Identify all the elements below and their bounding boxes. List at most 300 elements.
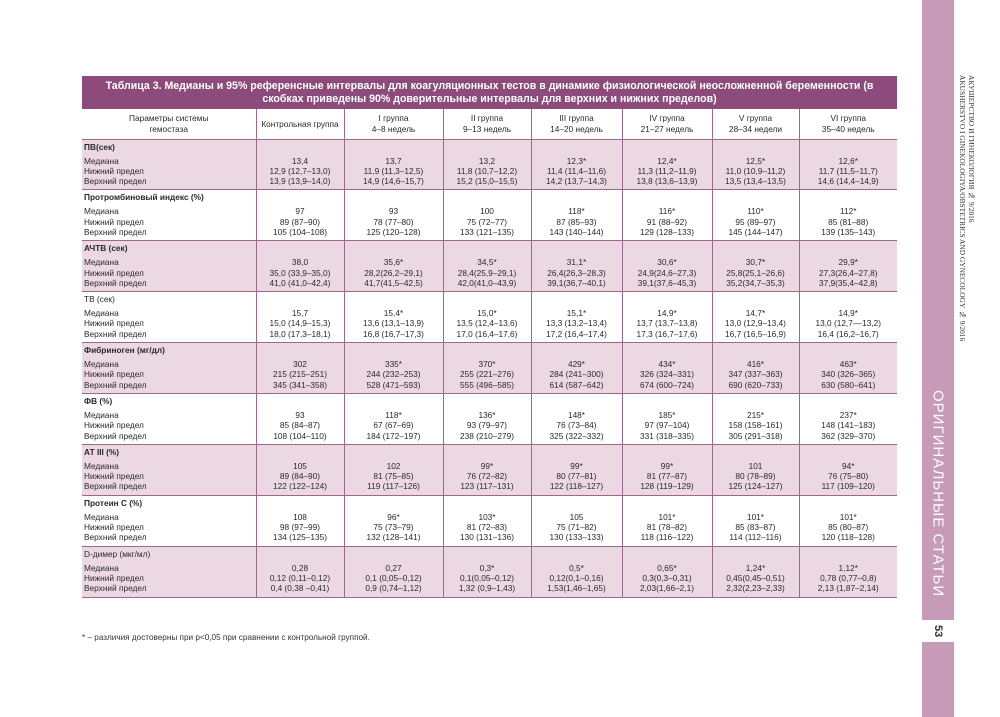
cell-spacer (260, 243, 341, 257)
cell-value: 24,9(24,6–27,3) (637, 267, 697, 278)
column-header-group-4 (531, 109, 622, 139)
cell-spacer (447, 294, 528, 308)
cell-spacer (803, 447, 895, 461)
row-label: Медиана (84, 562, 119, 573)
cell-value: 13,5 (12,4–13,6) (456, 318, 518, 329)
cell-spacer (803, 345, 895, 359)
parameter-title: АЧТВ (сек) (84, 243, 128, 254)
column-header-line: 4–8 недель (371, 123, 416, 134)
cell-value: 80 (77–81) (556, 471, 597, 482)
value-cell (712, 241, 799, 292)
column-header-group-7 (799, 109, 897, 139)
cell-value: 101* (746, 511, 765, 522)
cell-spacer (447, 192, 528, 206)
row-label: Медиана (84, 511, 119, 522)
column-header-group-1 (256, 109, 344, 139)
value-cell (256, 495, 344, 546)
cell-spacer (626, 345, 709, 359)
cell-value: 37,9(35,4–42,8) (818, 277, 878, 288)
cell-value: 0,28 (291, 562, 309, 573)
cell-value: 1,32 (0,9–1,43) (458, 583, 516, 594)
cell-value: 93 (388, 206, 399, 217)
cell-value: 15,7 (291, 308, 309, 319)
value-cell (256, 139, 344, 190)
value-cell (622, 495, 712, 546)
cell-value: 35,6* (383, 257, 404, 268)
cell-value: 99* (660, 460, 674, 471)
cell-value: 134 (125–135) (273, 532, 327, 543)
parameter-title: D-димер (мкг/мл) (84, 548, 151, 559)
cell-value: 105 (293, 460, 307, 471)
cell-value: 117 (109–120) (821, 481, 875, 492)
row-label: Нижний предел (84, 522, 144, 533)
cell-value: 38,0 (291, 257, 309, 268)
value-cell (622, 393, 712, 444)
row-label: Нижний предел (84, 471, 144, 482)
cell-value: 125 (120–128) (366, 226, 421, 237)
cell-value: 102 (386, 460, 401, 471)
cell-value: 98 (97–99) (279, 522, 321, 533)
cell-spacer (348, 243, 440, 257)
cell-spacer (348, 142, 440, 156)
cell-value: 93 (295, 409, 305, 420)
cell-value: 89 (87–90) (279, 216, 321, 227)
parameter-cell (82, 292, 256, 343)
cell-value: 0,12 (0,11–0,12) (269, 572, 331, 583)
cell-value: 119 (117–126) (367, 481, 420, 492)
cell-value: 335* (384, 359, 403, 370)
row-label: Нижний предел (84, 572, 144, 583)
cell-value: 133 (121–135) (460, 226, 514, 237)
cell-value: 118 (116–122) (640, 532, 694, 543)
column-header-line: 14–20 недель (550, 123, 603, 134)
cell-value: 13,8 (13,6–13,9) (636, 176, 698, 187)
value-cell (531, 495, 622, 546)
cell-value: 95 (89–97) (735, 216, 776, 227)
cell-value: 85 (84–87) (279, 420, 321, 431)
value-cell (443, 546, 531, 597)
table-row (82, 546, 897, 597)
cell-value: 41,0 (41,0–42,4) (269, 277, 331, 288)
cell-value: 158 (158–161) (728, 420, 783, 431)
cell-spacer (260, 142, 341, 156)
cell-spacer (535, 142, 619, 156)
cell-value: 130 (131–136) (460, 532, 514, 543)
cell-spacer (535, 396, 619, 410)
column-header-line: I группа (378, 113, 409, 124)
cell-value: 34,5* (477, 257, 497, 268)
row-label: Нижний предел (84, 318, 144, 329)
cell-value: 13,3 (13,2–13,4) (546, 318, 607, 329)
row-label: Медиана (84, 206, 119, 217)
value-cell (531, 292, 622, 343)
row-label: Верхний предел (84, 430, 147, 441)
cell-value: 16,4 (16,2–16,7) (817, 328, 879, 339)
row-label: Нижний предел (84, 165, 144, 176)
cell-value: 326 (324–331) (640, 369, 694, 380)
cell-spacer (803, 498, 895, 512)
row-label: Нижний предел (84, 216, 144, 227)
column-header-group-3 (443, 109, 531, 139)
cell-value: 27,3(26,4–27,8) (818, 267, 878, 278)
cell-value: 101 (748, 460, 763, 471)
value-cell (443, 190, 531, 241)
section-label: ОРИГИНАЛЬНЫЕ СТАТЬИ (929, 390, 947, 598)
cell-value: 0,78 (0,77–0,8) (820, 572, 877, 583)
value-cell (712, 139, 799, 190)
row-label: Медиана (84, 460, 119, 471)
column-header-line: 9–13 недель (462, 123, 512, 134)
value-cell (256, 190, 344, 241)
column-header-group-5 (622, 109, 712, 139)
cell-value: 81 (78–82) (646, 522, 688, 533)
cell-value: 17,3 (16,7–17,6) (636, 328, 698, 339)
cell-value: 118* (385, 409, 402, 420)
value-cell (344, 292, 443, 343)
cell-spacer (803, 549, 895, 563)
cell-value: 0,65* (657, 562, 677, 573)
value-cell (443, 139, 531, 190)
parameter-cell (82, 241, 256, 292)
table-body (82, 139, 897, 597)
journal-title-ru: АКУШЕРСТВО И ГИНЕКОЛОГИЯ № 9/2016 (967, 75, 976, 223)
cell-value: 108 (104–110) (273, 430, 327, 441)
cell-value: 39,1(37,6–45,3) (637, 277, 697, 288)
cell-spacer (716, 294, 796, 308)
cell-value: 347 (337–363) (728, 369, 783, 380)
cell-value: 108 (293, 511, 307, 522)
cell-value: 13,9 (13,9–14,0) (269, 176, 331, 187)
cell-value: 614 (587–642) (549, 379, 604, 390)
cell-spacer (803, 294, 895, 308)
cell-value: 116* (658, 206, 676, 217)
cell-value: 13,0 (12,9–13,4) (725, 318, 786, 329)
cell-value: 129 (128–133) (640, 226, 694, 237)
cell-value: 110* (747, 206, 764, 217)
cell-value: 12,9 (12,7–13,0) (269, 165, 331, 176)
value-cell (344, 343, 443, 394)
value-cell (256, 241, 344, 292)
value-cell (344, 241, 443, 292)
cell-value: 302 (293, 359, 307, 370)
cell-value: 429* (567, 359, 586, 370)
cell-value: 2,13 (1,87–2,14) (817, 583, 879, 594)
page-number-text: 53 (932, 624, 944, 638)
cell-spacer (447, 396, 528, 410)
cell-value: 13,7 (13,7–13,8) (636, 318, 698, 329)
table-footnote: * – различия достоверны при p<0,05 при сравнении с контрольной группой. (82, 633, 370, 642)
cell-value: 238 (210–279) (460, 430, 514, 441)
cell-value: 30,7* (745, 257, 766, 268)
cell-value: 120 (118–128) (821, 532, 875, 543)
cell-value: 148* (567, 409, 586, 420)
value-cell (799, 343, 897, 394)
cell-value: 13,5 (13,4–13,5) (725, 176, 786, 187)
row-label: Нижний предел (84, 267, 144, 278)
cell-value: 130 (133–133) (549, 532, 604, 543)
cell-value: 15,1* (566, 308, 587, 319)
cell-value: 35,2(34,7–35,3) (726, 277, 785, 288)
value-cell (443, 241, 531, 292)
cell-spacer (260, 549, 341, 563)
cell-value: 76 (72–82) (466, 471, 508, 482)
cell-spacer (716, 142, 796, 156)
cell-value: 100 (480, 206, 494, 217)
cell-spacer (260, 294, 341, 308)
row-label: Медиана (84, 155, 119, 166)
row-label: Верхний предел (84, 379, 147, 390)
cell-value: 305 (291–318) (728, 430, 783, 441)
cell-spacer (348, 294, 440, 308)
cell-spacer (535, 549, 619, 563)
value-cell (256, 393, 344, 444)
value-cell (622, 343, 712, 394)
cell-value: 128 (119–129) (640, 481, 694, 492)
parameter-cell (82, 393, 256, 444)
cell-value: 370* (478, 359, 496, 370)
cell-spacer (803, 396, 895, 410)
value-cell (799, 241, 897, 292)
cell-spacer (535, 192, 619, 206)
cell-value: 42,0(41,0–43,9) (457, 277, 517, 288)
value-cell (799, 444, 897, 495)
parameter-cell (82, 495, 256, 546)
table-header-row (82, 109, 897, 139)
value-cell (712, 444, 799, 495)
value-cell (712, 495, 799, 546)
value-cell (256, 444, 344, 495)
cell-value: 284 (241–300) (549, 369, 604, 380)
row-label: Верхний предел (84, 226, 147, 237)
value-cell (344, 444, 443, 495)
value-cell (531, 343, 622, 394)
value-cell (799, 292, 897, 343)
cell-spacer (535, 447, 619, 461)
value-cell (531, 190, 622, 241)
value-cell (344, 546, 443, 597)
parameter-cell (82, 139, 256, 190)
table-row (82, 139, 897, 190)
cell-value: 630 (580–641) (821, 379, 876, 390)
value-cell (622, 292, 712, 343)
cell-spacer (535, 345, 619, 359)
cell-spacer (716, 243, 796, 257)
table-row (82, 393, 897, 444)
column-header-line: 35–40 недель (821, 123, 875, 134)
cell-value: 244 (232–253) (366, 369, 421, 380)
cell-value: 14,6 (14,4–14,9) (817, 176, 879, 187)
value-cell (443, 343, 531, 394)
value-cell (622, 546, 712, 597)
cell-value: 85 (81–88) (828, 216, 869, 227)
cell-value: 99* (570, 460, 583, 471)
cell-value: 85 (83–87) (735, 522, 776, 533)
cell-spacer (447, 447, 528, 461)
cell-value: 97 (97–104) (644, 420, 690, 431)
column-header-line: Параметры системы (129, 113, 209, 124)
cell-spacer (348, 192, 440, 206)
cell-value: 30,6* (657, 257, 677, 268)
cell-value: 96* (387, 511, 400, 522)
value-cell (622, 139, 712, 190)
cell-value: 76 (75–80) (828, 471, 869, 482)
column-header-line: V группа (738, 113, 773, 124)
cell-spacer (260, 447, 341, 461)
cell-value: 14,2 (13,7–14,3) (546, 176, 607, 187)
cell-value: 112* (840, 206, 857, 217)
cell-value: 122 (122–124) (273, 481, 327, 492)
value-cell (344, 190, 443, 241)
cell-value: 13,7 (385, 155, 402, 166)
cell-spacer (348, 498, 440, 512)
cell-value: 12,6* (838, 155, 858, 166)
cell-spacer (260, 498, 341, 512)
column-header-parameters (82, 109, 256, 139)
cell-value: 674 (600–724) (640, 379, 694, 390)
table-row (82, 190, 897, 241)
cell-spacer (260, 396, 341, 410)
cell-value: 11,8 (10,7–12,2) (456, 165, 518, 176)
cell-spacer (626, 396, 709, 410)
value-cell (531, 444, 622, 495)
cell-value: 1,12* (838, 562, 858, 573)
cell-value: 25,8(25,1–26,6) (726, 267, 785, 278)
row-label: Верхний предел (84, 481, 147, 492)
cell-value: 132 (128–141) (366, 532, 421, 543)
cell-spacer (716, 396, 796, 410)
cell-value: 1,53(1,46–1,65) (547, 583, 606, 594)
cell-value: 145 (144–147) (728, 226, 783, 237)
cell-value: 87 (85–93) (556, 216, 597, 227)
cell-value: 11,4 (11,4–11,6) (546, 165, 607, 176)
value-cell (712, 393, 799, 444)
cell-spacer (626, 192, 709, 206)
column-header-line: Контрольная группа (261, 118, 339, 129)
value-cell (531, 393, 622, 444)
cell-value: 215 (215–251) (273, 369, 327, 380)
cell-value: 125 (124–127) (728, 481, 783, 492)
value-cell (799, 190, 897, 241)
value-cell (344, 139, 443, 190)
cell-value: 93 (79–97) (466, 420, 508, 431)
cell-value: 81 (72–83) (466, 522, 508, 533)
cell-value: 2,03(1,66–2,1) (640, 583, 694, 594)
table-row (82, 292, 897, 343)
cell-spacer (626, 498, 709, 512)
cell-value: 97 (295, 206, 305, 217)
value-cell (622, 444, 712, 495)
parameter-cell (82, 190, 256, 241)
value-cell (443, 495, 531, 546)
cell-spacer (626, 447, 709, 461)
cell-spacer (260, 192, 341, 206)
cell-value: 13,4 (291, 155, 309, 166)
page-number (922, 618, 954, 644)
row-label: Медиана (84, 257, 119, 268)
value-cell (712, 546, 799, 597)
table-row (82, 241, 897, 292)
column-header-group-2 (344, 109, 443, 139)
cell-value: 17,0 (16,4–17,6) (456, 328, 518, 339)
cell-spacer (535, 498, 619, 512)
cell-value: 0,12(0,1–0,16) (549, 572, 604, 583)
cell-value: 325 (322–332) (549, 430, 604, 441)
value-cell (531, 546, 622, 597)
cell-value: 41,7(41,5–42,5) (364, 277, 423, 288)
cell-value: 14,7* (745, 308, 766, 319)
cell-value: 101* (839, 511, 857, 522)
cell-value: 11,3 (11,2–11,9) (637, 165, 697, 176)
cell-value: 215* (746, 409, 765, 420)
cell-value: 91 (88–92) (646, 216, 688, 227)
cell-value: 463* (839, 359, 857, 370)
coagulation-table (82, 109, 897, 598)
cell-value: 2,32(2,23–2,33) (726, 583, 785, 594)
value-cell (622, 241, 712, 292)
cell-value: 11,7 (11,5–11,7) (818, 165, 878, 176)
cell-value: 81 (75–85) (373, 471, 414, 482)
journal-running-title (958, 75, 976, 341)
table-row (82, 444, 897, 495)
column-header-group-6 (712, 109, 799, 139)
cell-value: 340 (326–365) (821, 369, 876, 380)
cell-value: 185* (658, 409, 676, 420)
cell-value: 15,0* (477, 308, 497, 319)
cell-value: 555 (496–585) (460, 379, 514, 390)
cell-value: 0,1 (0,05–0,12) (365, 572, 422, 583)
row-label: Медиана (84, 359, 119, 370)
cell-value: 184 (172–197) (366, 430, 421, 441)
cell-value: 1,24* (745, 562, 766, 573)
cell-value: 105 (104–108) (273, 226, 327, 237)
cell-value: 528 (471–593) (366, 379, 421, 390)
cell-value: 11,9 (11,3–12,5) (363, 165, 424, 176)
column-header-line: 21–27 недель (640, 123, 694, 134)
cell-value: 105 (569, 511, 584, 522)
cell-value: 122 (118–127) (549, 481, 604, 492)
cell-value: 13,6 (13,1–13,9) (363, 318, 424, 329)
cell-spacer (626, 243, 709, 257)
parameter-cell (82, 343, 256, 394)
value-cell (531, 139, 622, 190)
cell-spacer (716, 447, 796, 461)
cell-spacer (535, 294, 619, 308)
cell-value: 136* (478, 409, 496, 420)
cell-spacer (716, 498, 796, 512)
row-label: Верхний предел (84, 328, 147, 339)
data-table-block (82, 76, 897, 598)
cell-value: 76 (73–84) (556, 420, 597, 431)
cell-value: 118* (568, 206, 585, 217)
cell-value: 345 (341–358) (273, 379, 327, 390)
cell-spacer (447, 498, 528, 512)
value-cell (344, 393, 443, 444)
cell-value: 434* (658, 359, 676, 370)
cell-value: 28,4(25,9–29,1) (457, 267, 517, 278)
row-label: Нижний предел (84, 420, 144, 431)
cell-spacer (260, 345, 341, 359)
row-label: Верхний предел (84, 277, 147, 288)
value-cell (256, 292, 344, 343)
parameter-title: Протеин С (%) (84, 497, 143, 508)
cell-value: 12,5* (745, 155, 766, 166)
cell-value: 690 (620–733) (728, 379, 783, 390)
cell-value: 89 (84–90) (279, 471, 321, 482)
cell-value: 94* (842, 460, 855, 471)
parameter-title: ФВ (%) (84, 395, 113, 406)
cell-value: 143 (140–144) (549, 226, 604, 237)
cell-value: 13,0 (12,7––13,2) (815, 318, 881, 329)
